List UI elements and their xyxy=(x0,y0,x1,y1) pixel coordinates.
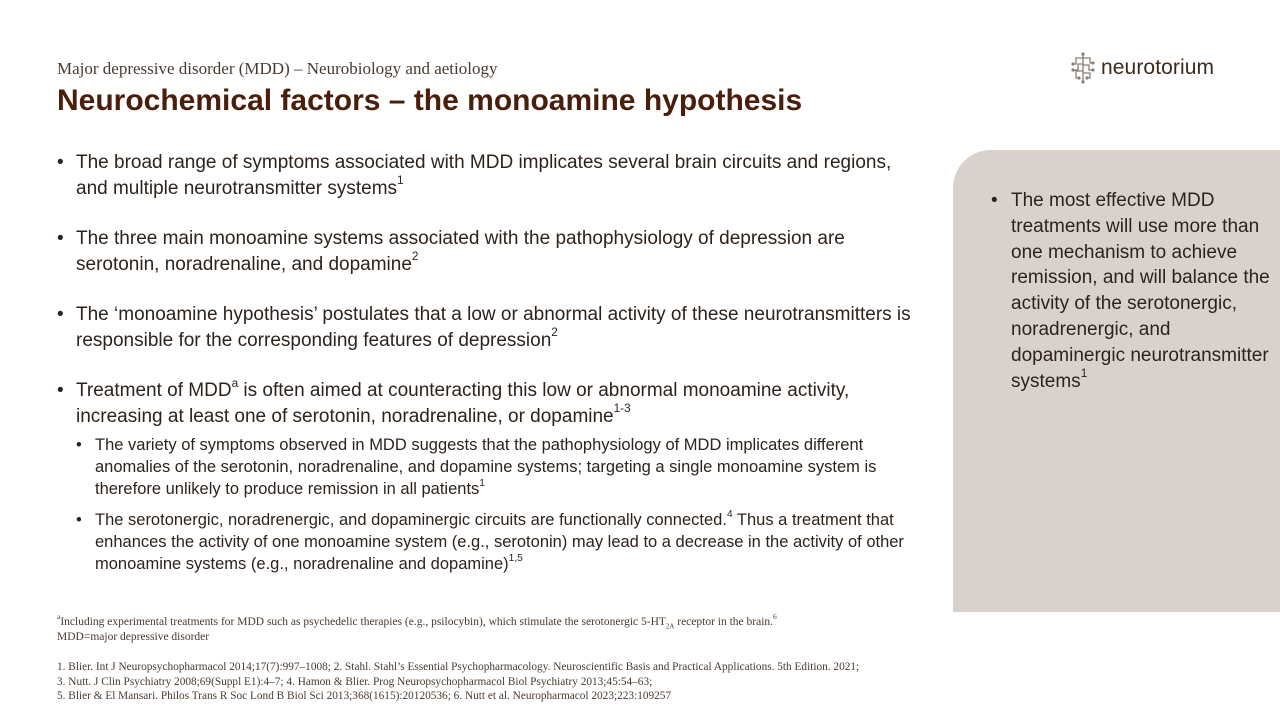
reference-mark: 1 xyxy=(397,174,404,188)
footnotes xyxy=(57,612,777,645)
neurotorium-logo xyxy=(1070,52,1214,84)
bullet-text: is often aimed at counteracting this low or abnormal monoamine activity, increasing at least one of serotonin, noradrenaline, or dopamine xyxy=(76,380,850,427)
bullet-item xyxy=(57,378,917,575)
reference-mark: 1 xyxy=(479,477,485,489)
reference-mark: 6 xyxy=(773,612,777,622)
reference-mark: 1 xyxy=(1080,367,1088,381)
sub-bullet-item xyxy=(76,509,917,575)
sub-bullet-text: The serotonergic, noradrenergic, and dopaminergic circuits are functionally connected. xyxy=(95,511,727,529)
references xyxy=(57,660,859,704)
abbreviations: MDD=major depressive disorder xyxy=(57,631,210,643)
sub-bullet-item xyxy=(76,434,917,500)
reference-line: 3. Nutt. J Clin Psychiatry 2008;69(Suppl E1):4–7; 4. Hamon & Blier. Prog Neuropsychopharmacol Biol Psychiatry 2013;45:54–63; xyxy=(57,675,653,688)
reference-mark: 2 xyxy=(551,326,558,340)
bullet-item xyxy=(57,302,917,353)
page-title: Neurochemical factors – the monoamine hypothesis xyxy=(57,84,803,117)
section-subtitle: Major depressive disorder (MDD) – Neurobiology and aetiology xyxy=(57,59,498,78)
reference-line: 5. Blier & El Mansari. Philos Trans R Soc Lond B Biol Sci 2013;368(1615):20120536; 6. Nutt et al. Neuropharmacol 2023;223:109257 xyxy=(57,690,672,702)
reference-mark: 1,5 xyxy=(508,552,523,564)
bullet-text: The three main monoamine systems associated with the pathophysiology of depression are serotonin, noradrenaline, and dopamine xyxy=(76,228,845,275)
bullet-item xyxy=(57,226,917,277)
key-message-panel xyxy=(953,150,1280,612)
reference-mark: 2 xyxy=(411,250,419,264)
bullet-text: Treatment of MDD xyxy=(76,380,232,401)
reference-mark: 1-3 xyxy=(613,402,631,416)
footnote-mark: a xyxy=(57,612,61,622)
panel-text: The most effective MDD treatments will use more than one mechanism to achieve remission, and will balance the activity of the serotonergic, noradrenergic, and dopaminergic neurotransmitter systems xyxy=(1011,190,1270,392)
sub-bullet-list xyxy=(76,434,917,575)
footnote-mark: a xyxy=(231,376,239,390)
panel-bullet xyxy=(991,188,1273,394)
logo-text: neurotorium xyxy=(1101,56,1215,79)
sub-bullet-text: Thus a treatment that enhances the activity of one monoamine system (e.g., serotonin) may lead to a decrease in the activity of other monoamine systems (e.g., noradrenaline and dopamine) xyxy=(95,511,904,573)
brain-icon xyxy=(1070,52,1096,84)
reference-line: 1. Blier. Int J Neuropsychopharmacol 2014;17(7):997–1008; 2. Stahl. Stahl’s Essential Psychopharmacology. Neuroscientific Basis and Practical Applications. 5th Edition. 2021; xyxy=(57,661,860,673)
footnote-text: receptor in the brain. xyxy=(674,616,774,628)
bullet-text: The broad range of symptoms associated with MDD implicates several brain circuits and regions, and multiple neurotransmitter systems xyxy=(76,152,892,199)
reference-mark: 4 xyxy=(726,508,733,520)
sub-bullet-text: The variety of symptoms observed in MDD suggests that the pathophysiology of MDD implicates different anomalies of the serotonin, noradrenaline, and dopamine systems; targeting a single monoamine system is therefore unlikely to produce remission in all patients xyxy=(95,436,877,498)
receptor-subscript: 2A xyxy=(665,623,675,631)
main-bullet-list xyxy=(57,150,917,584)
footnote-a xyxy=(57,612,777,631)
bullet-item xyxy=(57,150,917,201)
footnote-text: Including experimental treatments for MDD such as psychedelic therapies (e.g., psilocybin), which stimulate the serotonergic 5-HT xyxy=(60,616,666,628)
bullet-text: The ‘monoamine hypothesis’ postulates that a low or abnormal activity of these neurotransmitters is responsible for the corresponding features of depression xyxy=(76,304,911,351)
